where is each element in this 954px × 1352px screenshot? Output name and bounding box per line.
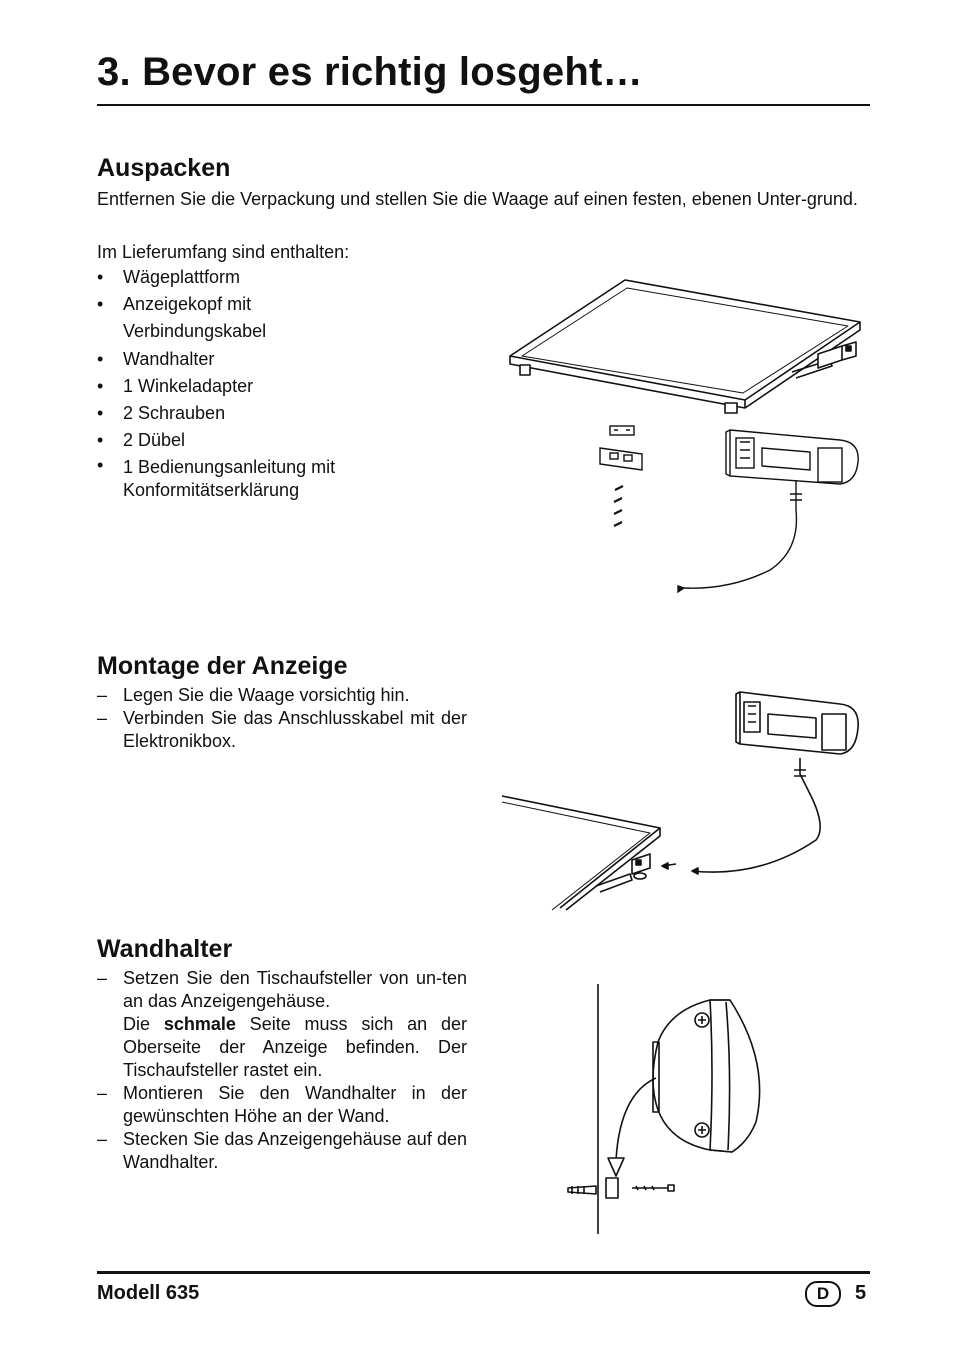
- list-item: • Wandhalter: [97, 348, 215, 369]
- list-item: • 2 Dübel: [97, 430, 186, 451]
- list-item: – Legen Sie die Waage vorsichtig hin.: [97, 685, 410, 705]
- list-item: – Setzen Sie den Tischaufsteller von un-ten an das Anzeigengehäuse. Die schmale Seite muss sich an der Oberseite der Anzeige befinden. Der Tischaufsteller rastet ein.: [97, 968, 467, 1080]
- heading-wandhalter: Wandhalter: [97, 935, 233, 963]
- wall-mount-illustration: [560, 982, 780, 1238]
- list-item: – Stecken Sie das Anzeigengehäuse auf den Wandhalter.: [97, 1129, 467, 1172]
- cable-connection-illustration: [500, 688, 870, 913]
- page-number: 5: [855, 1282, 867, 1304]
- list-item: • Wägeplattform: [97, 267, 241, 287]
- list-item: • 1 Winkeladapter: [97, 375, 254, 396]
- wandhalter-steps: [97, 967, 467, 1174]
- auspacken-contents-label: Im Lieferumfang sind enthalten:: [97, 242, 350, 262]
- heading-auspacken: Auspacken: [97, 154, 231, 182]
- footer-model: Modell 635: [97, 1282, 200, 1304]
- title-rule: [97, 104, 870, 106]
- language-badge: D: [805, 1281, 841, 1307]
- list-item: • Anzeigekopf mit Verbindungskabel: [97, 294, 267, 342]
- page-title: 3. Bevor es richtig losgeht…: [97, 50, 643, 94]
- list-item: • 1 Bedienungsanleitung mit Konformitätserklärung: [97, 455, 336, 501]
- list-item: – Montieren Sie den Wandhalter in der gewünschten Höhe an der Wand.: [97, 1083, 467, 1126]
- scale-platform-illustration: [500, 270, 870, 600]
- auspacken-intro: Entfernen Sie die Verpackung und stellen Sie die Waage auf einen festen, ebenen Unter-grund.: [97, 189, 858, 209]
- list-item: • 2 Schrauben: [97, 403, 226, 424]
- list-item: – Verbinden Sie das Anschlusskabel mit der Elektronikbox.: [97, 708, 467, 751]
- contents-list: [97, 264, 397, 502]
- montage-steps: [97, 684, 467, 753]
- heading-montage: Montage der Anzeige: [97, 652, 348, 680]
- bold-term: schmale: [163, 1014, 236, 1034]
- footer-rule: [97, 1271, 870, 1274]
